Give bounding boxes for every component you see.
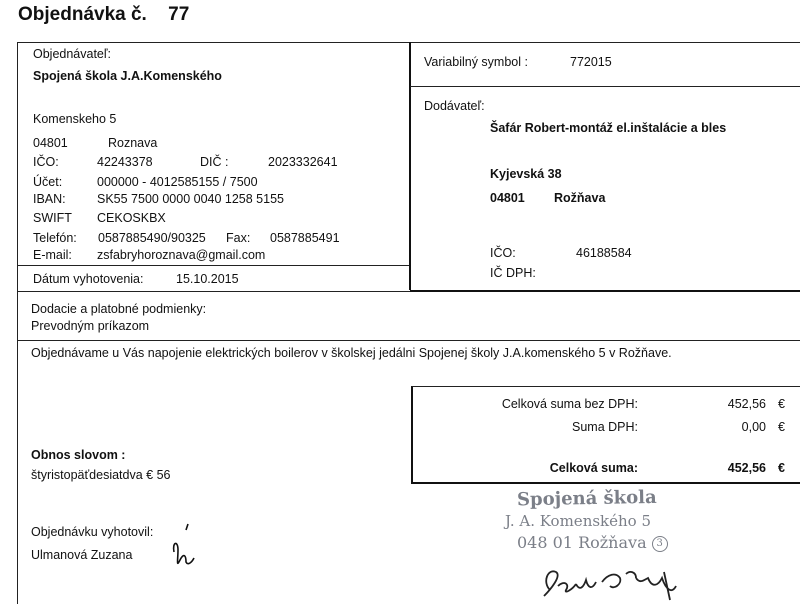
- stamp-line-1: Spojená škola: [516, 486, 657, 511]
- grand-total-label: Celková suma:: [549, 461, 638, 475]
- variable-symbol-value: 772015: [570, 55, 612, 69]
- divider-terms-top: [17, 291, 410, 292]
- grand-total-value: 452,56: [727, 461, 766, 475]
- variable-symbol-label: Variabilný symbol :: [424, 55, 528, 69]
- orderer-fax-label: Fax:: [226, 231, 251, 245]
- supplier-ico-label: IČO:: [490, 246, 516, 260]
- approval-signature: [540, 560, 700, 604]
- divider-orderer-supplier: [409, 42, 411, 290]
- grand-total-currency: €: [778, 461, 785, 475]
- orderer-name: Spojená škola J.A.Komenského: [33, 69, 222, 83]
- terms-value: Prevodným príkazom: [31, 319, 150, 333]
- order-text: Objednávame u Vás napojenie elektrických boilerov v školskej jedálni Spojenej školy J.A.komenského 5 v Rožňave.: [31, 346, 672, 360]
- net-total-currency: €: [778, 397, 785, 411]
- stamp-line-3: [517, 533, 668, 552]
- orderer-fax: 0587885491: [270, 231, 340, 245]
- orderer-street: Komenskeho 5: [33, 112, 117, 126]
- net-total-value: 452,56: [727, 397, 766, 411]
- orderer-label: Objednávateľ:: [33, 47, 112, 61]
- issuer-signature: [168, 522, 198, 572]
- stamp: [505, 488, 668, 552]
- orderer-account: 000000 - 4012585155 / 7500: [97, 175, 258, 189]
- orderer-swift: CEKOSKBX: [97, 211, 166, 225]
- orderer-iban-label: IBAN:: [33, 192, 66, 206]
- net-total-label: Celková suma bez DPH:: [501, 397, 638, 411]
- supplier-street: Kyjevská 38: [490, 167, 562, 181]
- supplier-name: Šafár Robert-montáž el.inštalácie a bles: [490, 121, 727, 135]
- stamp-line-3-text: 048 01 Rožňava: [517, 533, 647, 552]
- orderer-zip: 04801: [33, 136, 68, 150]
- issuer-name: Ulmanová Zuzana: [31, 548, 133, 562]
- orderer-email-label: E-mail:: [33, 248, 72, 262]
- orderer-ico: 42243378: [97, 155, 153, 169]
- supplier-city: Rožňava: [554, 191, 606, 205]
- date-value: 15.10.2015: [176, 272, 239, 286]
- orderer-dic: 2023332641: [268, 155, 338, 169]
- supplier-zip: 04801: [490, 191, 525, 205]
- supplier-ico: 46188584: [576, 246, 632, 260]
- in-words-value: štyristopäťdesiatdva € 56: [31, 468, 171, 482]
- vat-label: Suma DPH:: [572, 420, 638, 434]
- stamp-line-2: J. A. Komenského 5: [505, 512, 652, 530]
- supplier-icdph-label: IČ DPH:: [490, 266, 536, 280]
- vat-currency: €: [778, 420, 785, 434]
- orderer-phone: 0587885490/90325: [98, 231, 206, 245]
- orderer-ico-label: IČO:: [33, 155, 59, 169]
- orderer-email: zsfabryhoroznava@gmail.com: [97, 248, 266, 262]
- terms-label: Dodacie a platobné podmienky:: [31, 302, 207, 316]
- orderer-dic-label: DIČ :: [200, 155, 229, 169]
- divider-supplier-bottom: [410, 290, 800, 292]
- title-label: Objednávka č.: [18, 4, 147, 25]
- in-words-label: Obnos slovom :: [31, 448, 126, 462]
- stamp-number-badge: 3: [652, 536, 668, 552]
- supplier-label: Dodávateľ:: [424, 99, 485, 113]
- divider-variable-symbol: [410, 86, 800, 87]
- divider-date: [17, 265, 409, 266]
- orderer-phone-label: Telefón:: [33, 231, 77, 245]
- date-label: Dátum vyhotovenia:: [33, 272, 144, 286]
- orderer-iban: SK55 7500 0000 0040 1258 5155: [97, 192, 284, 206]
- divider-terms-bottom: [17, 340, 800, 341]
- orderer-city: Roznava: [108, 136, 158, 150]
- frame-left-border: [17, 42, 18, 604]
- orderer-account-label: Účet:: [33, 175, 63, 189]
- document-title: [18, 4, 189, 26]
- order-number: 77: [168, 4, 190, 25]
- orderer-swift-label: SWIFT: [33, 211, 72, 225]
- vat-value: 0,00: [741, 420, 766, 434]
- issuer-label: Objednávku vyhotovil:: [31, 525, 154, 539]
